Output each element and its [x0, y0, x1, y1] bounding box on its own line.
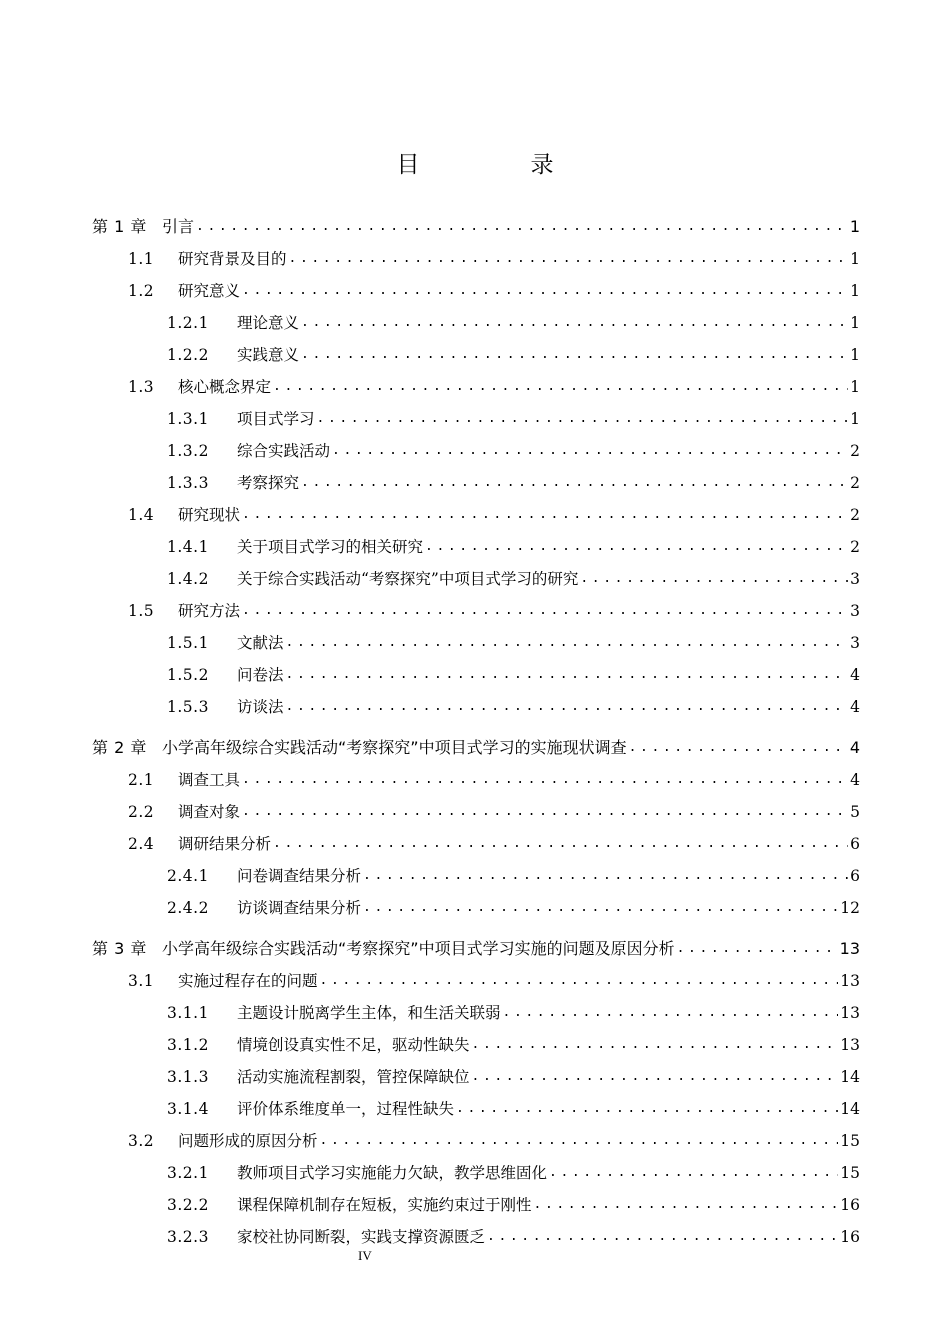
- toc-entry[interactable]: [92, 862, 860, 886]
- toc-entry[interactable]: [92, 1127, 860, 1151]
- toc-entry-title: 研究意义: [178, 282, 241, 300]
- toc-entry-number: 1.3.3: [167, 474, 209, 492]
- toc-entry-number: 3.2.3: [167, 1228, 209, 1246]
- toc-entry-number: 3.2.1: [167, 1164, 209, 1182]
- toc-entry-number: 1.5.1: [167, 634, 209, 652]
- toc-entry[interactable]: [92, 437, 860, 461]
- toc-entry[interactable]: [92, 1095, 860, 1119]
- toc-entry-page-number: 4: [850, 666, 860, 684]
- toc-entry-page-number: 2: [850, 506, 860, 524]
- toc-entry-number: 1.3.2: [167, 442, 209, 460]
- dot-leader: [363, 898, 838, 918]
- toc-entry-page-number: 6: [850, 835, 860, 853]
- toc-entry[interactable]: [92, 661, 860, 685]
- toc-entry-title: 关于综合实践活动“考察探究”中项目式学习的研究: [237, 570, 579, 588]
- dot-leader: [242, 601, 848, 621]
- toc-entry-page-number: 1: [850, 282, 860, 300]
- toc-entry-number: 1.2.1: [167, 314, 209, 332]
- toc-entry[interactable]: [92, 1159, 860, 1183]
- toc-entry-number: 3.1.3: [167, 1068, 209, 1086]
- toc-entry[interactable]: [92, 245, 860, 269]
- page-number-footer: IV: [358, 1248, 372, 1263]
- toc-entry-title: 访谈调查结果分析: [237, 899, 362, 917]
- dot-leader: [320, 1131, 839, 1151]
- toc-entry-page-number: 4: [849, 738, 860, 757]
- toc-entry-title: 课程保障机制存在短板，实施约束过于刚性: [237, 1196, 532, 1214]
- dot-leader: [286, 697, 848, 717]
- toc-entry-page-number: 6: [850, 867, 860, 885]
- toc-entry-page-number: 16: [840, 1196, 860, 1214]
- toc-entry-title: 理论意义: [237, 314, 300, 332]
- toc-entry-number: 1.5: [128, 602, 155, 620]
- toc-entry-number: 第 1 章: [92, 217, 147, 236]
- toc-entry[interactable]: [92, 1191, 860, 1215]
- toc-entry-title: 主题设计脱离学生主体，和生活关联弱: [237, 1004, 501, 1022]
- toc-entry-number: 1.3.1: [167, 410, 209, 428]
- toc-entry-title: 小学高年级综合实践活动“考察探究”中项目式学习的实施现状调查: [162, 738, 627, 757]
- toc-entry-number: 第 3 章: [92, 939, 147, 958]
- dot-leader: [320, 971, 839, 991]
- toc-entry-page-number: 14: [840, 1068, 860, 1086]
- toc-entry-title: 调查对象: [178, 803, 241, 821]
- toc-entry[interactable]: [92, 830, 860, 854]
- toc-entry-page-number: 1: [850, 410, 860, 428]
- toc-entry-page-number: 4: [850, 771, 860, 789]
- dot-leader: [472, 1035, 839, 1055]
- toc-entry[interactable]: [92, 967, 860, 991]
- toc-entry-title: 项目式学习: [237, 410, 315, 428]
- dot-leader: [332, 441, 848, 461]
- toc-entry-page-number: 14: [840, 1100, 860, 1118]
- dot-leader: [242, 802, 848, 822]
- dot-leader: [363, 866, 848, 886]
- toc-entry[interactable]: [92, 629, 860, 653]
- toc-entry-page-number: 2: [850, 538, 860, 556]
- toc-entry-page-number: 13: [840, 972, 860, 990]
- toc-entry-title: 调研结果分析: [178, 835, 272, 853]
- page-title: 目 录: [396, 152, 598, 178]
- toc-entry-number: 3.2.2: [167, 1196, 209, 1214]
- dot-leader: [273, 377, 848, 397]
- toc-entry-title: 考察探究: [237, 474, 300, 492]
- toc-entry-title: 问卷调查结果分析: [237, 867, 362, 885]
- toc-chapter-entry[interactable]: [92, 734, 860, 758]
- toc-entry-page-number: 13: [839, 939, 860, 958]
- toc-entry[interactable]: [92, 533, 860, 557]
- toc-entry[interactable]: [92, 565, 860, 589]
- dot-leader: [242, 505, 848, 525]
- toc-entry[interactable]: [92, 1063, 860, 1087]
- toc-entry-number: 1.4.1: [167, 538, 209, 556]
- dot-leader: [242, 281, 848, 301]
- dot-leader: [549, 1163, 838, 1183]
- toc-entry-number: 第 2 章: [92, 738, 147, 757]
- toc-entry[interactable]: [92, 999, 860, 1023]
- dot-leader: [534, 1195, 839, 1215]
- toc-entry-title: 问题形成的原因分析: [178, 1132, 318, 1150]
- toc-entry[interactable]: [92, 373, 860, 397]
- toc-entry-title: 家校社协同断裂，实践支撑资源匮乏: [237, 1228, 486, 1246]
- toc-entry-number: 1.1: [128, 250, 155, 268]
- dot-leader: [286, 633, 848, 653]
- toc-entry[interactable]: [92, 277, 860, 301]
- toc-entry-number: 1.2: [128, 282, 155, 300]
- toc-entry-title: 综合实践活动: [237, 442, 331, 460]
- toc-entry-title: 研究方法: [178, 602, 241, 620]
- toc-entry-page-number: 1: [850, 314, 860, 332]
- toc-entry[interactable]: [92, 693, 860, 717]
- dot-leader: [629, 738, 848, 758]
- toc-entry-title: 核心概念界定: [178, 378, 272, 396]
- toc-entry-page-number: 3: [850, 570, 860, 588]
- toc-entry-title: 实践意义: [237, 346, 300, 364]
- toc-entry-title: 教师项目式学习实施能力欠缺，教学思维固化: [237, 1164, 548, 1182]
- toc-entry[interactable]: [92, 766, 860, 790]
- toc-entry[interactable]: [92, 405, 860, 429]
- dot-leader: [286, 665, 848, 685]
- toc-entry-page-number: 1: [850, 378, 860, 396]
- dot-leader: [677, 939, 838, 959]
- toc-entry-number: 2.4: [128, 835, 155, 853]
- toc-entry[interactable]: [92, 501, 860, 525]
- toc-entry-page-number: 3: [850, 634, 860, 652]
- toc-entry-number: 1.2.2: [167, 346, 209, 364]
- toc-entry-title: 研究背景及目的: [178, 250, 287, 268]
- toc-chapter-entry[interactable]: [92, 213, 860, 237]
- toc-entry-page-number: 16: [840, 1228, 860, 1246]
- toc-entry-number: 1.5.3: [167, 698, 209, 716]
- dot-leader: [425, 537, 848, 557]
- toc-entry-title: 调查工具: [178, 771, 241, 789]
- toc-entry-number: 3.1.2: [167, 1036, 209, 1054]
- toc-entry-title: 评价体系维度单一，过程性缺失: [237, 1100, 455, 1118]
- dot-leader: [242, 770, 848, 790]
- toc-entry-title: 实施过程存在的问题: [178, 972, 318, 990]
- dot-leader: [456, 1099, 838, 1119]
- toc-entry-page-number: 5: [850, 803, 860, 821]
- toc-entry-number: 2.4.1: [167, 867, 209, 885]
- dot-leader: [289, 249, 848, 269]
- toc-entry-number: 2.1: [128, 771, 155, 789]
- toc-entry-title: 引言: [162, 217, 195, 236]
- toc-entry-page-number: 13: [840, 1004, 860, 1022]
- toc-entry-page-number: 1: [850, 346, 860, 364]
- dot-leader: [273, 834, 848, 854]
- toc-entry-title: 访谈法: [237, 698, 284, 716]
- toc-entry-title: 研究现状: [178, 506, 241, 524]
- toc-entry-number: 1.4: [128, 506, 155, 524]
- dot-leader: [580, 569, 848, 589]
- toc-entry-number: 1.4.2: [167, 570, 209, 588]
- toc-entry[interactable]: [92, 341, 860, 365]
- dot-leader: [301, 473, 848, 493]
- toc-entry-number: 2.4.2: [167, 899, 209, 917]
- toc-entry[interactable]: [92, 1223, 860, 1247]
- toc-entry-page-number: 13: [840, 1036, 860, 1054]
- toc-entry-number: 1.5.2: [167, 666, 209, 684]
- dot-leader: [196, 217, 848, 237]
- toc-entry-number: 3.1.1: [167, 1004, 209, 1022]
- toc-entry-title: 活动实施流程割裂，管控保障缺位: [237, 1068, 470, 1086]
- toc-entry[interactable]: [92, 469, 860, 493]
- toc-entry-page-number: 12: [840, 899, 860, 917]
- toc-entry[interactable]: [92, 309, 860, 333]
- toc-entry-page-number: 2: [850, 442, 860, 460]
- toc-entry-page-number: 3: [850, 602, 860, 620]
- toc-entry[interactable]: [92, 597, 860, 621]
- dot-leader: [301, 313, 848, 333]
- toc-entry-number: 3.2: [128, 1132, 155, 1150]
- toc-entry-number: 3.1: [128, 972, 155, 990]
- toc-entry-title: 问卷法: [237, 666, 284, 684]
- toc-entry-number: 1.3: [128, 378, 155, 396]
- toc-chapter-entry[interactable]: [92, 935, 860, 959]
- toc-entry-page-number: 15: [840, 1164, 860, 1182]
- dot-leader: [487, 1227, 838, 1247]
- toc-entry[interactable]: [92, 894, 860, 918]
- toc-entry-number: 2.2: [128, 803, 155, 821]
- toc-entry-title: 关于项目式学习的相关研究: [237, 538, 424, 556]
- toc-entry[interactable]: [92, 798, 860, 822]
- toc-entry[interactable]: [92, 1031, 860, 1055]
- dot-leader: [317, 409, 848, 429]
- toc-entry-title: 文献法: [237, 634, 284, 652]
- toc-entry-page-number: 2: [850, 474, 860, 492]
- toc-entry-page-number: 4: [850, 698, 860, 716]
- toc-entry-page-number: 1: [850, 250, 860, 268]
- toc-entry-page-number: 15: [840, 1132, 860, 1150]
- dot-leader: [301, 345, 848, 365]
- dot-leader: [503, 1003, 839, 1023]
- dot-leader: [472, 1067, 839, 1087]
- toc-entry-number: 3.1.4: [167, 1100, 209, 1118]
- toc-entry-title: 情境创设真实性不足，驱动性缺失: [237, 1036, 470, 1054]
- toc-entry-page-number: 1: [849, 217, 860, 236]
- toc-entry-title: 小学高年级综合实践活动“考察探究”中项目式学习实施的问题及原因分析: [162, 939, 675, 958]
